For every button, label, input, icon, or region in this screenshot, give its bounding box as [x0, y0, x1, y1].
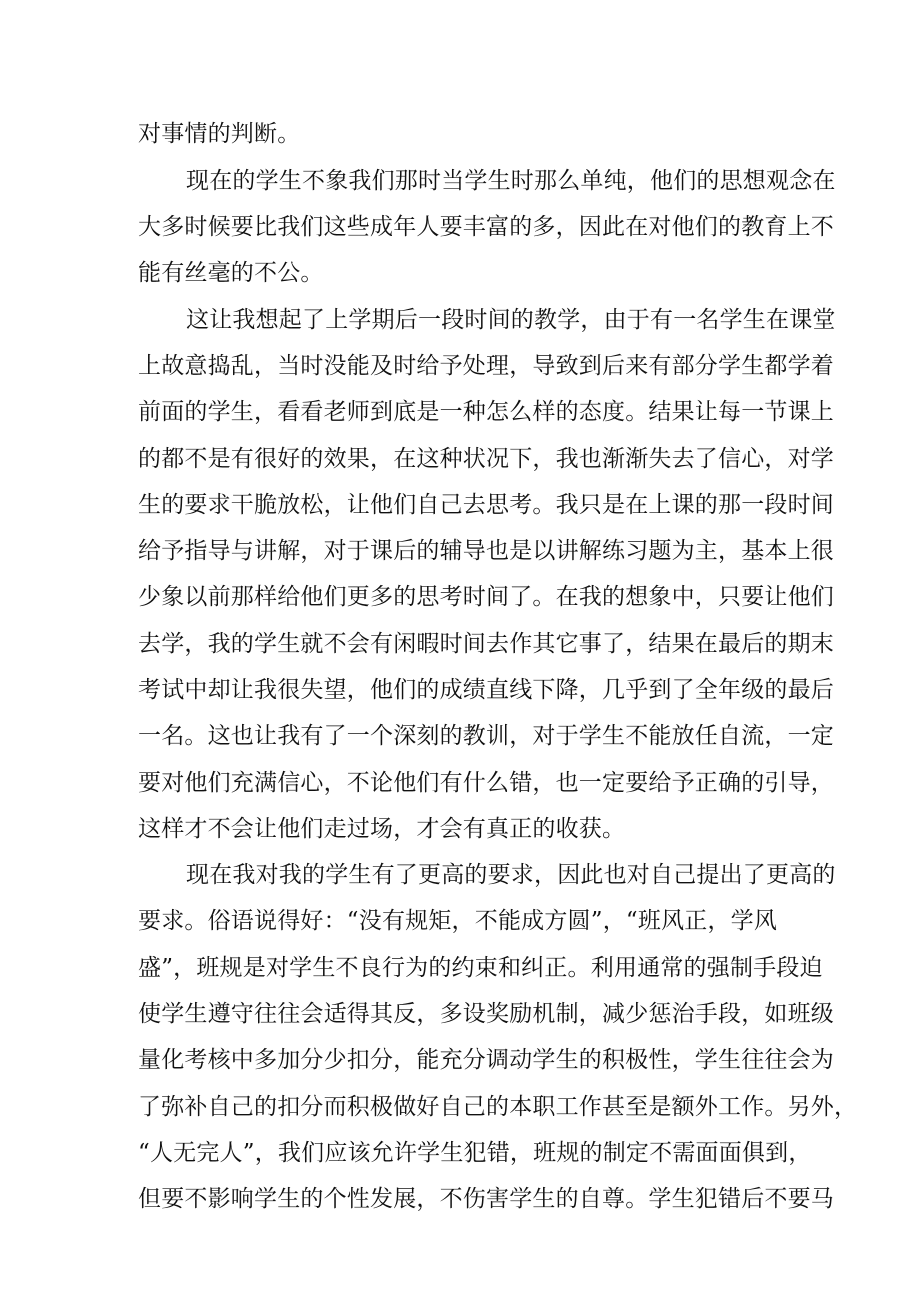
text-line: 一名。这也让我有了一个深刻的教训，对于学生不能放任自流，一定: [138, 723, 834, 749]
text-line: 对事情的判断。: [138, 121, 301, 147]
text-line: 的都不是有很好的效果，在这种状况下，我也渐渐失去了信心，对学: [138, 446, 834, 472]
text-line: 要对他们充满信心，不论他们有什么错，也一定要给予正确的引导，: [138, 770, 834, 796]
text-line: 生的要求干脆放松，让他们自己去思考。我只是在上课的那一段时间: [138, 492, 834, 518]
text-line: 上故意捣乱，当时没能及时给予处理，导致到后来有部分学生都学着: [138, 353, 834, 379]
text-line: 但要不影响学生的个性发展，不伤害学生的自尊。学生犯错后不要马: [138, 1186, 834, 1212]
text-line: 去学，我的学生就不会有闲暇时间去作其它事了，结果在最后的期末: [138, 631, 834, 657]
text-line: 盛”，班规是对学生不良行为的约束和纠正。利用通常的强制手段迫: [138, 955, 823, 981]
text-line: 了弥补自己的扣分而积极做好自己的本职工作甚至是额外工作。另外，: [138, 1094, 858, 1120]
text-line: 这样才不会让他们走过场，才会有真正的收获。: [138, 816, 626, 842]
text-line: 使学生遵守往往会适得其反，多设奖励机制，减少惩治手段，如班级: [138, 1001, 834, 1027]
text-line: 量化考核中多加分少扣分，能充分调动学生的积极性，学生往往会为: [138, 1047, 834, 1073]
text-line: 前面的学生，看看老师到底是一种怎么样的态度。结果让每一节课上: [138, 399, 834, 425]
text-line: 要求。俗语说得好：“没有规矩，不能成方圆”，“班风正，学风: [138, 908, 778, 934]
paragraph-first-line: 现在我对我的学生有了更高的要求，因此也对自己提出了更高的: [186, 862, 836, 888]
text-line: 大多时候要比我们这些成年人要丰富的多，因此在对他们的教育上不: [138, 214, 834, 240]
text-line: 能有丝毫的不公。: [138, 260, 324, 286]
text-line: “人无完人”，我们应该允许学生犯错，班规的制定不需面面俱到，: [138, 1140, 812, 1166]
text-line: 少象以前那样给他们更多的思考时间了。在我的想象中，只要让他们: [138, 584, 834, 610]
paragraph-first-line: 现在的学生不象我们那时当学生时那么单纯，他们的思想观念在: [186, 168, 836, 194]
text-line: 考试中却让我很失望，他们的成绩直线下降，几乎到了全年级的最后: [138, 677, 834, 703]
text-line: 给予指导与讲解，对于课后的辅导也是以讲解练习题为主，基本上很: [138, 538, 834, 564]
paragraph-first-line: 这让我想起了上学期后一段时间的教学，由于有一名学生在课堂: [186, 307, 836, 333]
